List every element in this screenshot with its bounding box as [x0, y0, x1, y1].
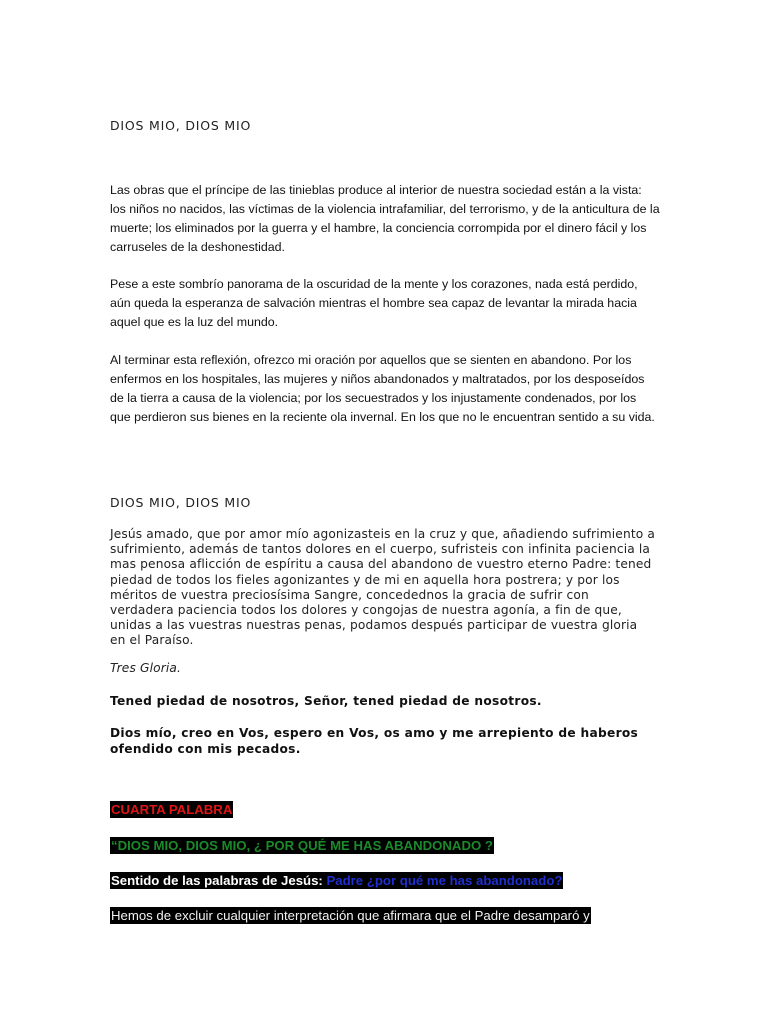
paragraph-reflexion: Al terminar esta reflexión, ofrezco mi oración por aquellos que se sienten en abandono. Por los enfermos en los hospitales, las mujeres y niños abandonados y maltratados, por los desposeídos de la tierra a causa de la violencia; por los secuestrados y los injustamente condenados, por los que perdieron sus bienes en la reciente ola invernal. En los que no le encuentran sentido a su vida. — [110, 353, 655, 424]
tened-piedad: Tened piedad de nosotros, Señor, tened piedad de nosotros. — [110, 694, 542, 708]
sentido-line — [110, 872, 563, 889]
sentido-label: Sentido de las palabras de Jesús: — [111, 873, 327, 888]
paragraph-panorama: Pese a este sombrío panorama de la oscuridad de la mente y los corazones, nada está perdido, aún queda la esperanza de salvación mientras el hombre sea capaz de levantar la mirada hacia aquel que es la luz del mundo. — [110, 277, 638, 329]
paragraph-tinieblas: Las obras que el príncipe de las tinieblas produce al interior de nuestra sociedad están a la vista: los niños no nacidos, las víctimas de la violencia intrafamiliar, del terrorismo, y de la anticultura de la muerte; los eliminados por la guerra y el hambre, la conciencia corrompida por el dinero fácil y los carruseles de la deshonestidad. — [110, 183, 660, 254]
sentido-quote: Padre ¿por qué me has abandonado? — [326, 873, 563, 888]
section-heading-1: DIOS MIO, DIOS MIO — [110, 118, 252, 133]
dios-mio-creo: Dios mío, creo en Vos, espero en Vos, os amo y me arrepiento de haberos ofendido con mis pecados. — [110, 726, 639, 756]
cuarta-palabra-heading — [110, 801, 233, 818]
quote-text: “DIOS MIO, DIOS MIO, ¿ POR QUÉ ME HAS ABANDONADO ? — [111, 838, 493, 853]
prayer-paragraph: Jesús amado, que por amor mío agonizasteis en la cruz y que, añadiendo sufrimiento a sufrimiento, además de tantos dolores en el cuerpo, sufristeis con infinita paciencia la mas penosa aflicción de espíritu a causa del abandono de vuestro eterno Padre: tened piedad de todos los fieles agonizantes y de mi en aquella hora postrera; y por los méritos de vuestra preciosísima Sangre, concedednos la gracia de sufrir con verdadera paciencia todos los dolores y congojas de nuestra agonía, a fin de que, unidas a las vuestras nuestras penas, podamos después participar de vuestra gloria en el Paraíso. — [110, 527, 656, 648]
cuarta-palabra-text: CUARTA PALABRA — [111, 802, 233, 817]
quote-line — [110, 837, 494, 854]
section-heading-2: DIOS MIO, DIOS MIO — [110, 495, 252, 510]
last-line — [110, 907, 591, 924]
tres-gloria: Tres Gloria. — [110, 661, 182, 675]
last-line-text: Hemos de excluir cualquier interpretación que afirmara que el Padre desamparó y — [111, 908, 590, 923]
